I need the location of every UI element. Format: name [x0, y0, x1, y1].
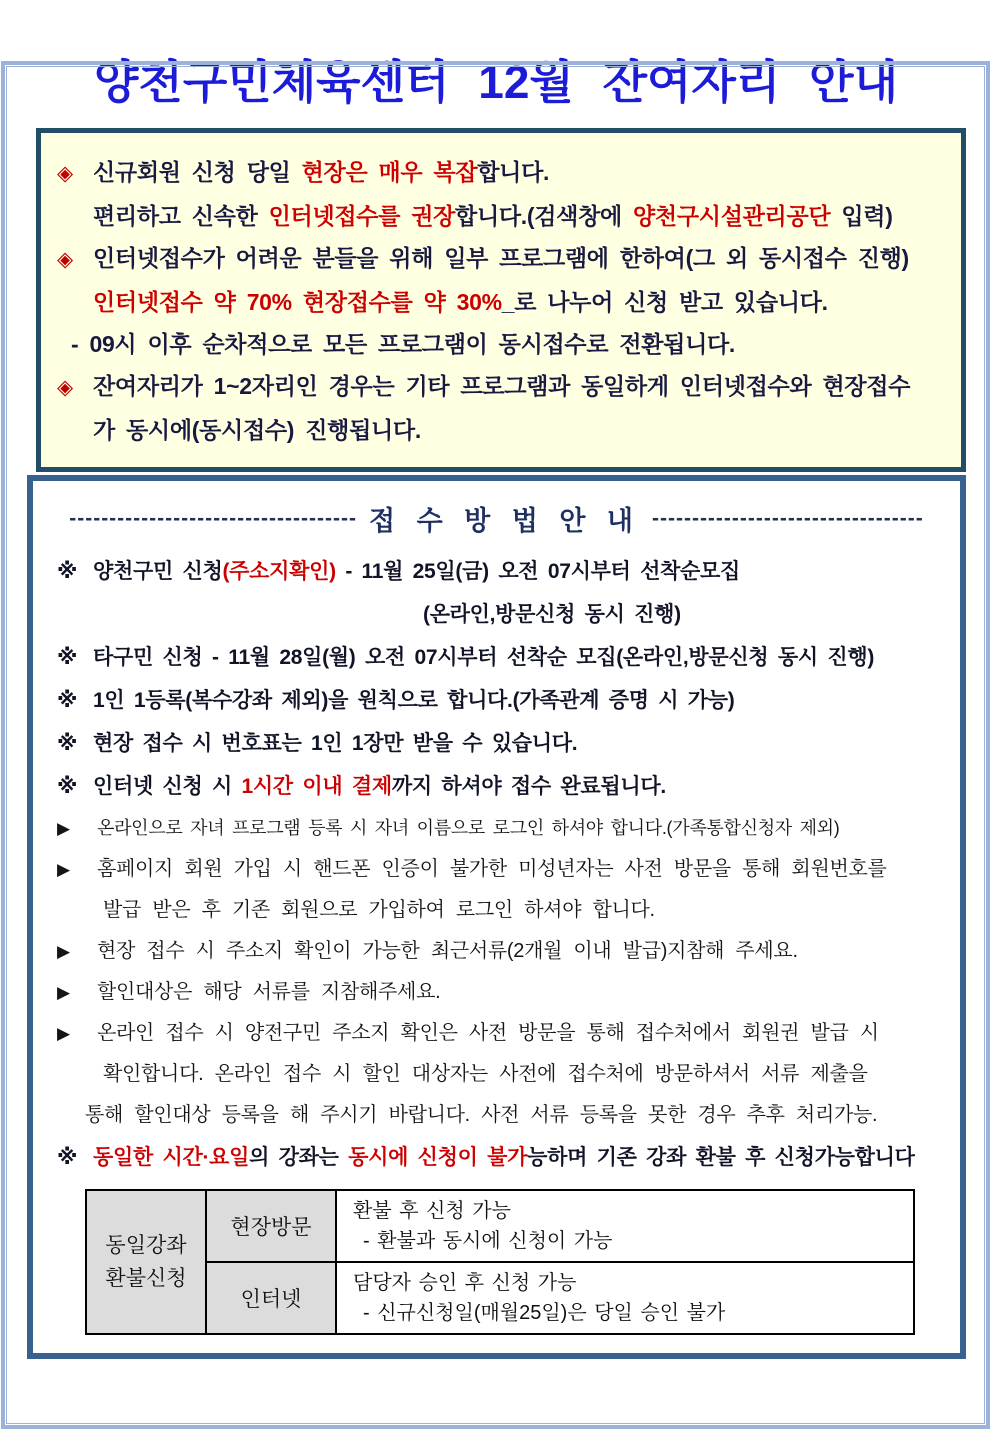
detail-line-text: 확인합니다. 온라인 접수 시 할인 대상자는 사전에 접수처에 방문하셔서 서류 제출을 — [103, 1063, 868, 1085]
detail-line-text: 통해 할인대상 등록을 해 주시기 바랍니다. 사전 서류 등록을 못한 경우 추후 처리가능. — [85, 1104, 878, 1126]
notice-line — [57, 151, 949, 195]
reference-mark-icon: ※ — [57, 646, 78, 669]
notice-line-text: 편리하고 신속한 인터넷접수를 권장합니다.(검색창에 양천구시설관리공단 입력) — [93, 203, 893, 229]
method-line-text: (온라인,방문신청 동시 진행) — [423, 603, 681, 626]
notice-line — [57, 409, 949, 451]
refund-desc-line: 담당자 승인 후 신청 가능 — [353, 1272, 577, 1294]
method-line — [57, 722, 936, 765]
header-left-dashes: ------------------------------------ — [69, 506, 357, 530]
method-line-text: 현장 접수 시 번호표는 1인 1장만 받을 수 있습니다. — [93, 732, 578, 755]
page-title: 양천구민체육센터 12월 잔여자리 안내 — [93, 56, 899, 108]
refund-table — [85, 1189, 915, 1335]
reference-mark-icon: ※ — [57, 775, 78, 798]
notice-line — [57, 237, 949, 281]
refund-desc-line: - 환불과 동시에 신청이 가능 — [363, 1230, 613, 1252]
detail-line-text: 홈페이지 회원 가입 시 핸드폰 인증이 불가한 미성년자는 사전 방문을 통해 회원번호를 — [97, 858, 887, 880]
reference-mark-icon: ※ — [57, 732, 78, 755]
notice-line-text: 인터넷접수가 어려운 분들을 위해 일부 프로그램에 한하여(그 외 동시접수 진행) — [93, 245, 909, 271]
method-line-text: 인터넷 신청 시 1시간 이내 결제까지 하셔야 접수 완료됩니다. — [93, 775, 666, 798]
refund-desc-cell — [336, 1262, 914, 1334]
refund-method-cell: 현장방문 — [206, 1190, 336, 1262]
warning-line-text: 동일한 시간·요일의 강좌는 동시에 신청이 불가능하며 기존 강좌 환불 후 신청가능합니다 — [93, 1146, 915, 1169]
detail-line — [57, 808, 936, 849]
refund-desc-line: 환불 후 신청 가능 — [353, 1200, 511, 1222]
detail-line-text: 발급 받은 후 기존 회원으로 가입하여 로그인 하셔야 합니다. — [103, 899, 655, 921]
method-line — [57, 765, 936, 808]
diamond-bullet-icon: ◈ — [57, 248, 73, 271]
notice-line-text: 인터넷접수 약 70% 현장접수를 약 30%_로 나누어 신청 받고 있습니다. — [93, 289, 828, 315]
section-title: 접 수 방 법 안 내 — [368, 506, 640, 536]
reference-mark-icon: ※ — [57, 1146, 78, 1169]
detail-line — [57, 931, 936, 972]
notice-box — [36, 128, 966, 472]
detail-line — [57, 890, 936, 931]
notice-line-text: 가 동시에(동시접수) 진행됩니다. — [93, 417, 421, 443]
detail-line — [57, 972, 936, 1013]
notice-line — [57, 365, 949, 409]
table-row — [86, 1190, 914, 1262]
arrow-bullet-icon: ▶ — [57, 942, 70, 961]
detail-line — [57, 1054, 936, 1095]
method-line — [57, 550, 936, 593]
method-line-text: 타구민 신청 - 11월 28일(월) 오전 07시부터 선착순 모집(온라인,방문신청 동시 진행) — [93, 646, 875, 669]
warning-line — [57, 1136, 936, 1179]
refund-group-line: 동일강좌 — [105, 1234, 187, 1257]
method-line-text: 양천구민 신청(주소지확인) - 11월 25일(금) 오전 07시부터 선착순모집 — [93, 560, 741, 583]
table-row — [86, 1262, 914, 1334]
arrow-bullet-icon: ▶ — [57, 819, 70, 838]
arrow-bullet-icon: ▶ — [57, 1024, 70, 1043]
notice-line — [57, 195, 949, 237]
detail-line-text: 온라인 접수 시 양전구민 주소지 확인은 사전 방문을 통해 접수처에서 회원권 발급 시 — [97, 1022, 879, 1044]
detail-line — [57, 1013, 936, 1054]
method-line-text: 1인 1등록(복수강좌 제외)을 원칙으로 합니다.(가족관계 증명 시 가능) — [93, 689, 735, 712]
notice-line-text: 신규회원 신청 당일 현장은 매우 복잡합니다. — [93, 159, 550, 185]
refund-group-cell — [86, 1190, 206, 1334]
method-line — [57, 593, 936, 636]
method-guide-box — [27, 475, 966, 1359]
reference-mark-icon: ※ — [57, 689, 78, 712]
method-line — [57, 636, 936, 679]
notice-line-text: - 09시 이후 순차적으로 모든 프로그램이 동시접수로 전환됩니다. — [71, 331, 736, 357]
refund-group-line: 환불신청 — [105, 1267, 187, 1290]
refund-desc-cell — [336, 1190, 914, 1262]
arrow-bullet-icon: ▶ — [57, 983, 70, 1002]
arrow-bullet-icon: ▶ — [57, 860, 70, 879]
notice-line — [57, 323, 949, 365]
detail-line-text: 할인대상은 해당 서류를 지참해주세요. — [97, 981, 441, 1003]
method-line — [57, 679, 936, 722]
detail-line-text: 현장 접수 시 주소지 확인이 가능한 최근서류(2개월 이내 발급)지참해 주세요. — [97, 940, 798, 962]
refund-method-cell: 인터넷 — [206, 1262, 336, 1334]
reference-mark-icon: ※ — [57, 560, 78, 583]
detail-line-text: 온라인으로 자녀 프로그램 등록 시 자녀 이름으로 로그인 하셔야 합니다.(가족통합신청자 제외) — [97, 818, 840, 838]
detail-line — [57, 849, 936, 890]
diamond-bullet-icon: ◈ — [57, 376, 73, 399]
section-header — [57, 499, 936, 538]
header-right-dashes: ---------------------------------- — [651, 506, 924, 530]
diamond-bullet-icon: ◈ — [57, 162, 73, 185]
notice-line-text: 잔여자리가 1~2자리인 경우는 기타 프로그램과 동일하게 인터넷접수와 현장접수 — [93, 373, 911, 399]
refund-desc-line: - 신규신청일(매월25일)은 당일 승인 불가 — [363, 1302, 726, 1324]
detail-line — [57, 1095, 936, 1136]
notice-line — [57, 281, 949, 323]
